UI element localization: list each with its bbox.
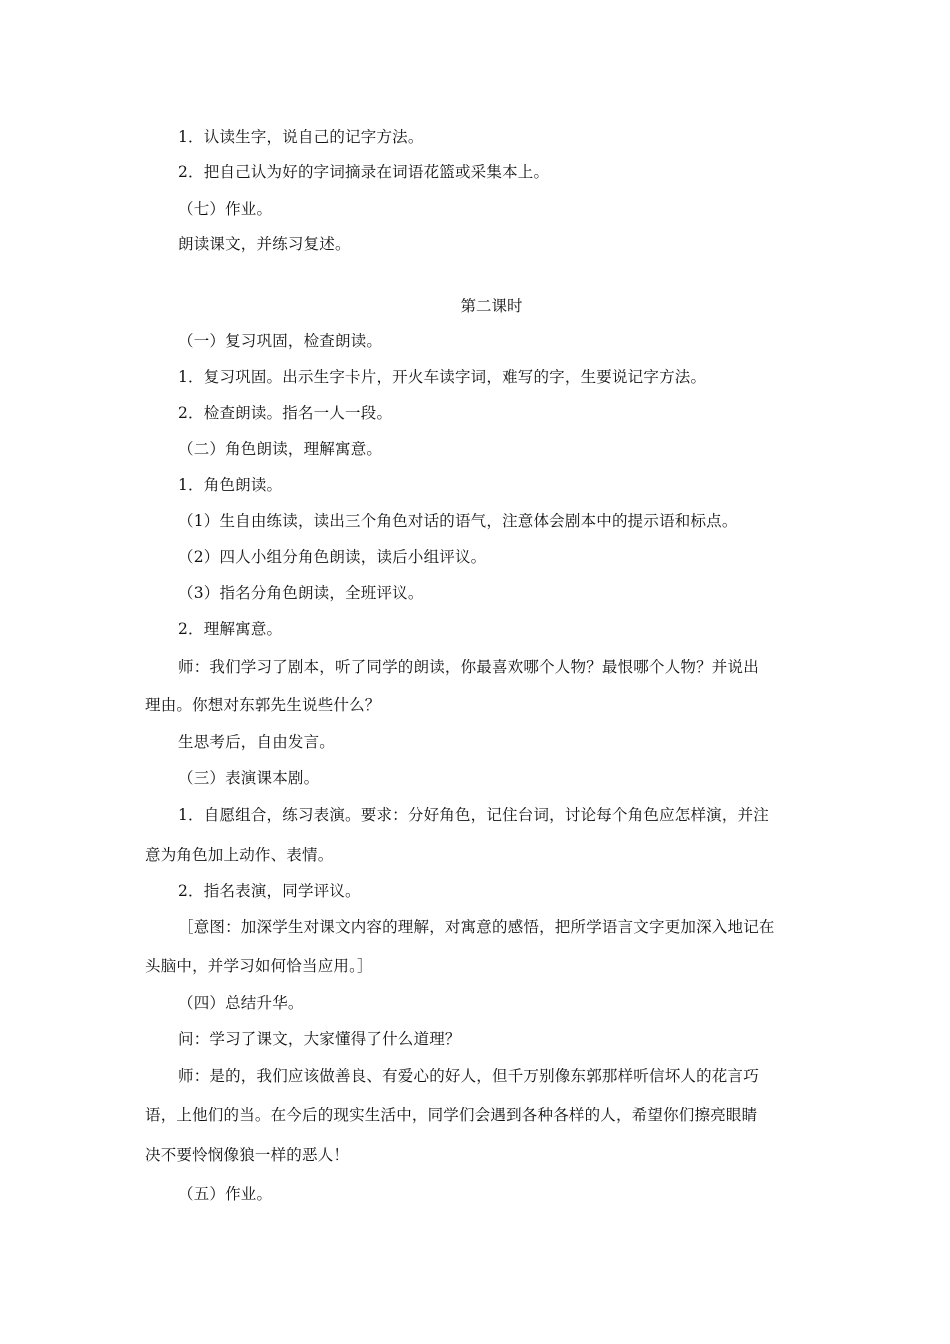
paragraph-line: 2．检查朗读。指名一人一段。	[178, 404, 393, 422]
paragraph-line: 语，上他们的当。在今后的现实生活中，同学们会遇到各种各样的人，希望你们擦亮眼睛	[145, 1106, 758, 1124]
paragraph-line: 生思考后，自由发言。	[178, 733, 336, 751]
paragraph-line: 1．角色朗读。	[178, 476, 283, 494]
paragraph-line: 2．把自己认为好的字词摘录在词语花篮或采集本上。	[178, 163, 550, 181]
paragraph-line: （3）指名分角色朗读，全班评议。	[178, 584, 424, 602]
paragraph-line: 师：是的，我们应该做善良、有爱心的好人，但千万别像东郭那样听信坏人的花言巧	[178, 1067, 759, 1085]
paragraph-line: 师：我们学习了剧本，听了同学的朗读，你最喜欢哪个人物？最恨哪个人物？并说出	[178, 658, 759, 676]
paragraph-line: （1）生自由练读，读出三个角色对话的语气，注意体会剧本中的提示语和标点。	[178, 512, 738, 530]
paragraph-line: 意为角色加上动作、表情。	[145, 846, 334, 864]
paragraph-line: 决不要怜悯像狼一样的恶人！	[145, 1146, 350, 1164]
paragraph-line: 理由。你想对东郭先生说些什么？	[145, 696, 381, 714]
paragraph-line: （2）四人小组分角色朗读，读后小组评议。	[178, 548, 487, 566]
paragraph-line: 1．复习巩固。出示生字卡片，开火车读字词，难写的字，生要说记字方法。	[178, 368, 707, 386]
paragraph-line: ［意图：加深学生对课文内容的理解，对寓意的感悟，把所学语言文字更加深入地记在	[178, 918, 775, 936]
paragraph-line: 问：学习了课文，大家懂得了什么道理？	[178, 1030, 461, 1048]
paragraph-line: （五）作业。	[178, 1185, 273, 1203]
paragraph-line: （四）总结升华。	[178, 994, 304, 1012]
section-heading: 第二课时	[460, 297, 523, 315]
paragraph-line: 2．理解寓意。	[178, 620, 283, 638]
paragraph-line: 2．指名表演，同学评议。	[178, 882, 361, 900]
paragraph-line: （七）作业。	[178, 200, 273, 218]
paragraph-line: 头脑中，并学习如何恰当应用。］	[145, 957, 373, 975]
paragraph-line: （三）表演课本剧。	[178, 769, 320, 787]
paragraph-line: 1．自愿组合，练习表演。要求：分好角色，记住台词，讨论每个角色应怎样演，并注	[178, 806, 769, 824]
paragraph-line: （二）角色朗读，理解寓意。	[178, 440, 383, 458]
paragraph-line: 1．认读生字，说自己的记字方法。	[178, 128, 424, 146]
paragraph-line: （一）复习巩固，检查朗读。	[178, 332, 383, 350]
paragraph-line: 朗读课文，并练习复述。	[178, 235, 351, 253]
